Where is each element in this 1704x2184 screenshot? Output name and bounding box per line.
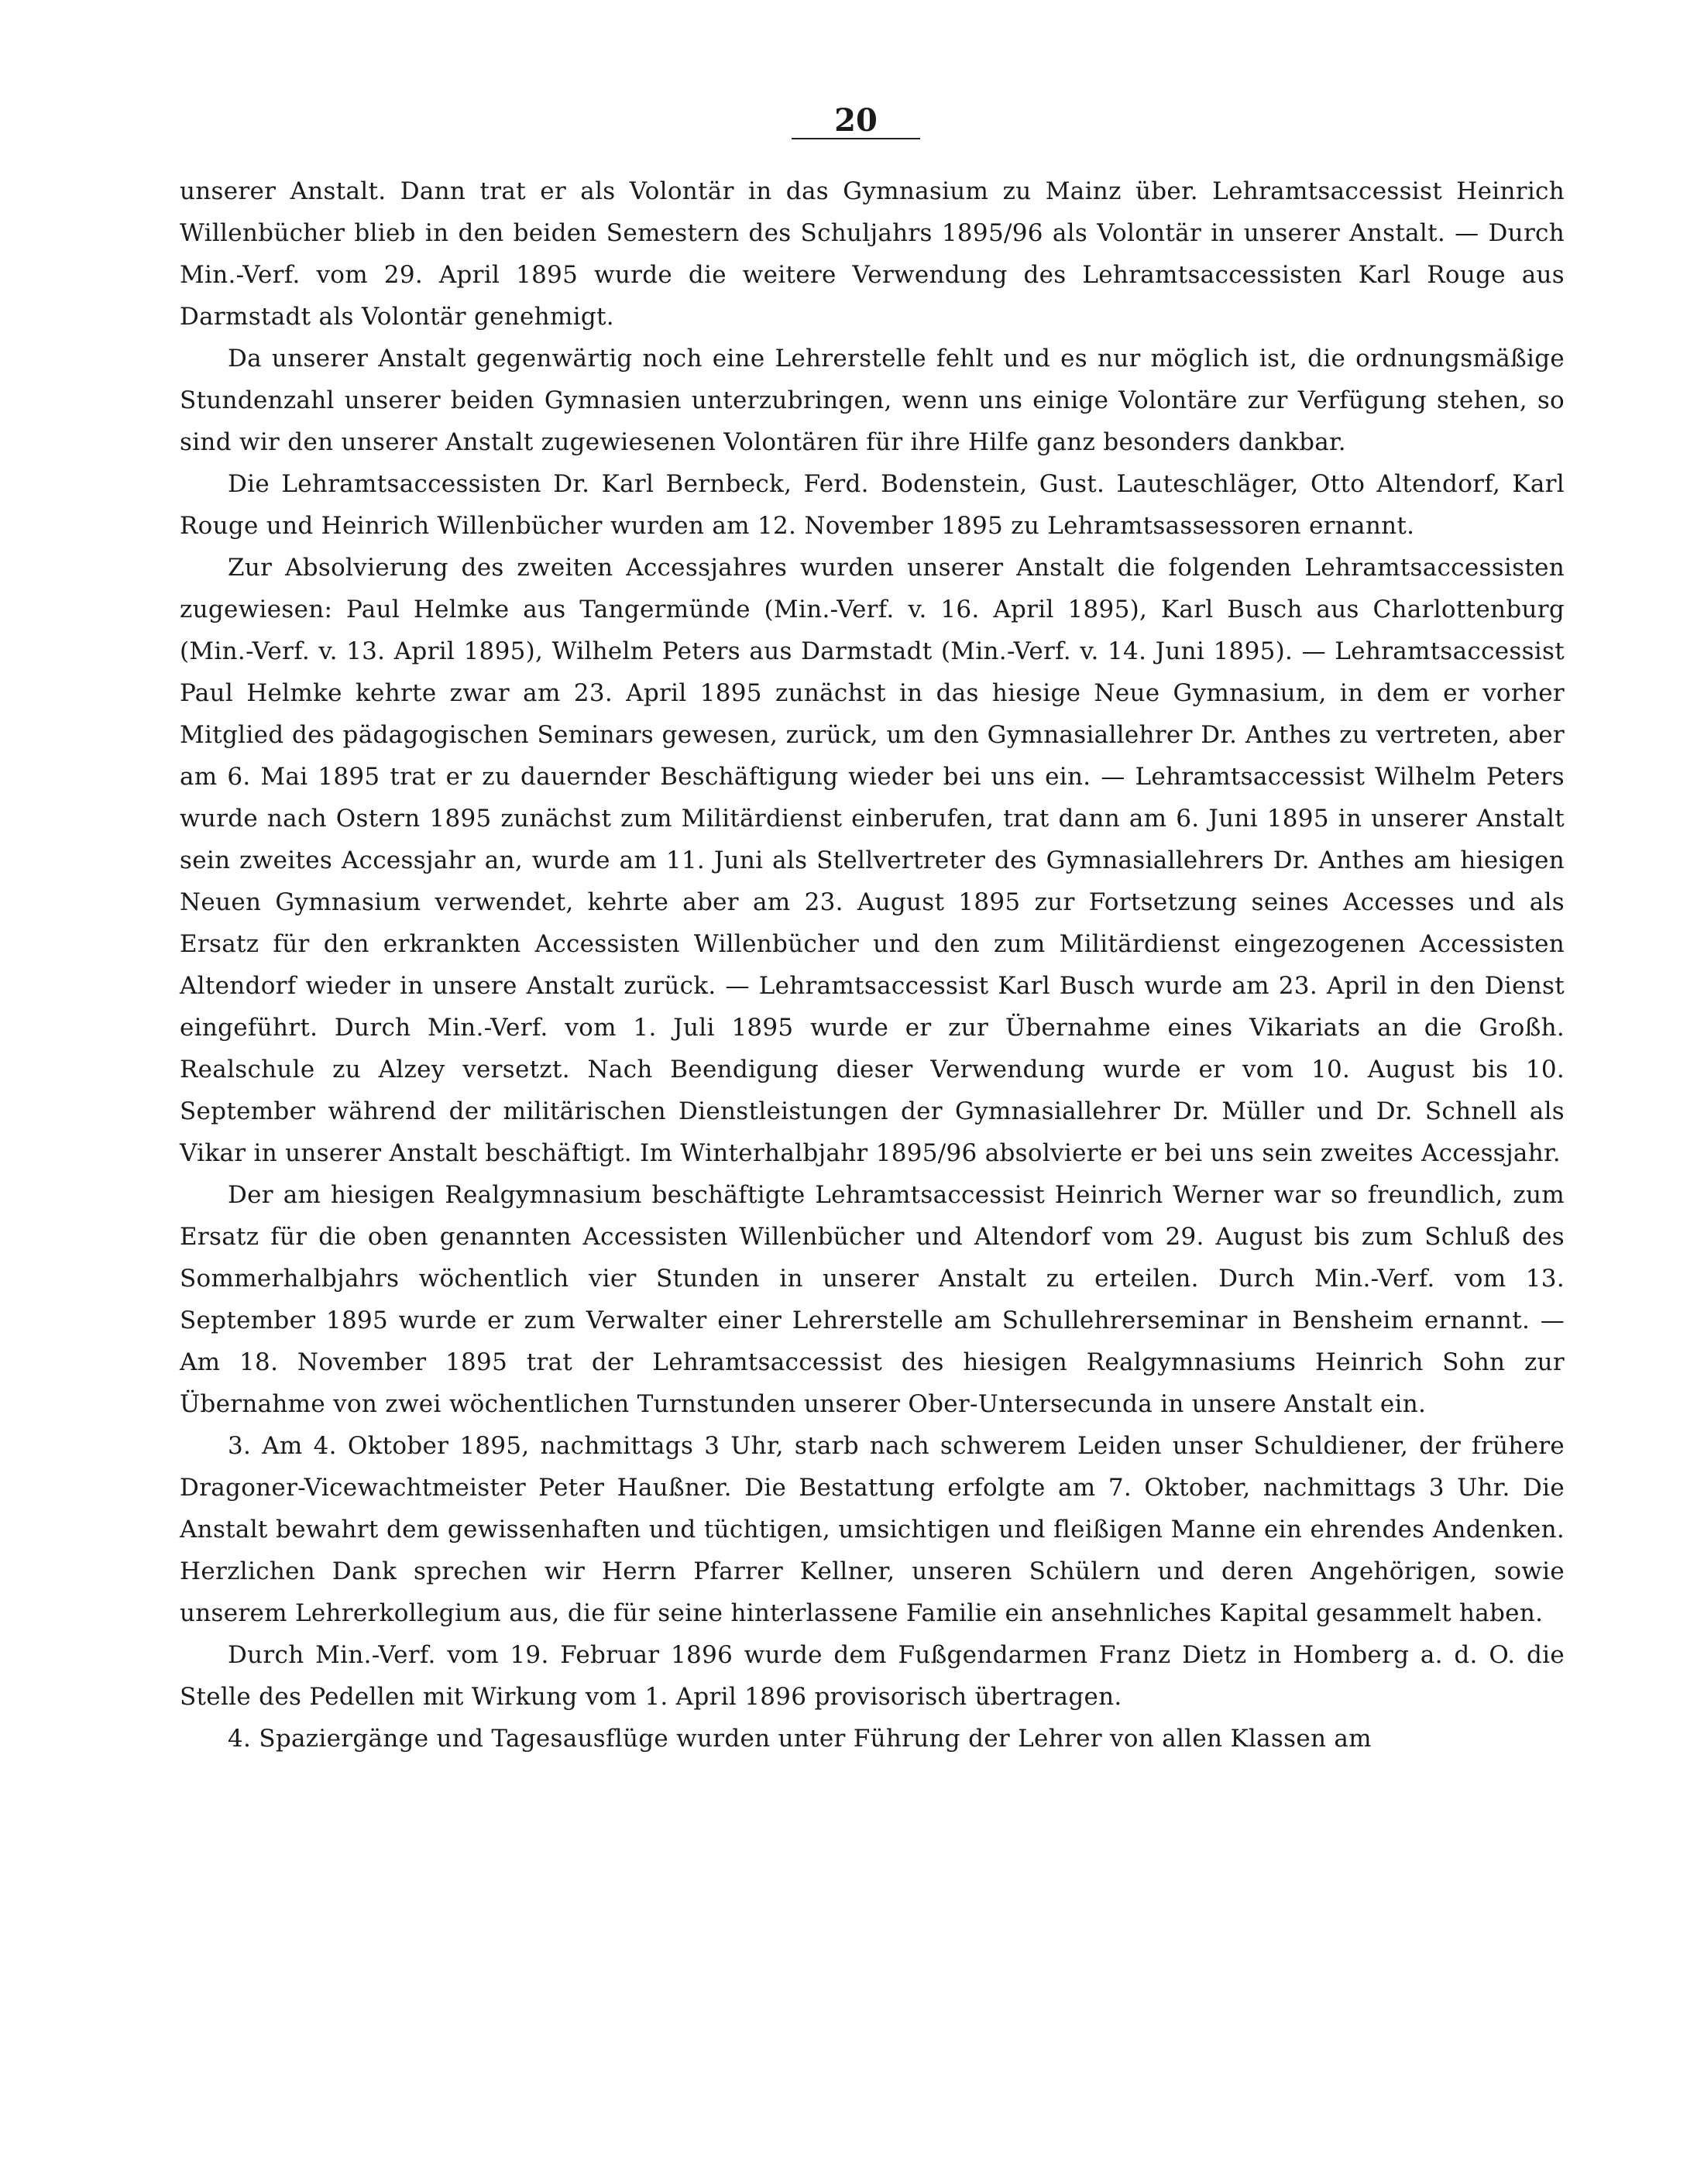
paragraph-spaziergaenge: 4. Spaziergänge und Tagesausflüge wurden unter Führung der Lehrer von allen Klassen am	[228, 1725, 1372, 1753]
paragraph-pedell: Durch Min.-Verf. vom 19. Februar 1896 wurde dem Fußgendarmen Franz Dietz in Homberg a. d. O. die Stelle des Pedellen mit Wirkung vom 1. April 1896 provisorisch übertragen.	[180, 1641, 1565, 1711]
paragraph-schuldiener: 3. Am 4. Oktober 1895, nachmittags 3 Uhr, starb nach schwerem Leiden unser Schuldiener, der frühere Dragoner-Vicewachtmeister Peter Haußner. Die Bestattung erfolgte am 7. Oktober, nachmittags 3 Uhr. Die Anstalt bewahrt dem gewissenhaften und tüchtigen, umsichtigen und fleißigen Manne ein ehrendes Andenken. Herzlichen Dank sprechen wir Herrn Pfarrer Kellner, unseren Schülern und deren Angehörigen, sowie unserem Lehrerkollegium aus, die für seine hinterlassene Familie ein ansehnliches Kapital gesammelt haben.	[180, 1432, 1565, 1627]
paragraph-realgymnasium: Der am hiesigen Realgymnasium beschäftigte Lehramtsaccessist Heinrich Werner war so freundlich, zum Ersatz für die oben genannten Accessisten Willenbücher und Altendorf vom 29. August bis zum Schluß des Sommerhalbjahrs wöchentlich vier Stunden in unserer Anstalt zu erteilen. Durch Min.-Verf. vom 13. September 1895 wurde er zum Verwalter einer Lehrerstelle am Schullehrerseminar in Bensheim ernannt. — Am 18. November 1895 trat der Lehramtsaccessist des hiesigen Realgymnasiums Heinrich Sohn zur Übernahme von zwei wöchentlichen Turnstunden unserer Ober-Untersecunda in unsere Anstalt ein.	[180, 1181, 1565, 1418]
page-number-rule	[792, 138, 920, 139]
paragraph-lehrerstelle: Da unserer Anstalt gegenwärtig noch eine Lehrerstelle fehlt und es nur möglich ist, die ordnungsmäßige Stundenzahl unserer beiden Gymnasien unterzubringen, wenn uns einige Volontäre zur Verfügung stehen, so sind wir den unserer Anstalt zugewiesenen Volontären für ihre Hilfe ganz besonders dankbar.	[180, 345, 1565, 456]
page-number: 20	[834, 102, 878, 139]
paragraph-volontaere-continued: unserer Anstalt. Dann trat er als Volontär in das Gymnasium zu Mainz über. Lehramtsaccessist Heinrich Willenbücher blieb in den beiden Semestern des Schuljahrs 1895/96 als Volontär in unserer Anstalt. — Durch Min.-Verf. vom 29. April 1895 wurde die weitere Verwendung des Lehramtsaccessisten Karl Rouge aus Darmstadt als Volontär genehmigt.	[180, 177, 1565, 331]
paragraph-accessjahr: Zur Absolvierung des zweiten Accessjahres wurden unserer Anstalt die folgenden Lehramtsaccessisten zugewiesen: Paul Helmke aus Tangermünde (Min.-Verf. v. 16. April 1895), Karl Busch aus Charlottenburg (Min.-Verf. v. 13. April 1895), Wilhelm Peters aus Darmstadt (Min.-Verf. v. 14. Juni 1895). — Lehramtsaccessist Paul Helmke kehrte zwar am 23. April 1895 zunächst in das hiesige Neue Gymnasium, in dem er vorher Mitglied des pädagogischen Seminars gewesen, zurück, um den Gymnasiallehrer Dr. Anthes zu vertreten, aber am 6. Mai 1895 trat er zu dauernder Beschäftigung wieder bei uns ein. — Lehramtsaccessist Wilhelm Peters wurde nach Ostern 1895 zunächst zum Militärdienst einberufen, trat dann am 6. Juni 1895 in unserer Anstalt sein zweites Accessjahr an, wurde am 11. Juni als Stellvertreter des Gymnasiallehrers Dr. Anthes am hiesigen Neuen Gymnasium verwendet, kehrte aber am 23. August 1895 zur Fortsetzung seines Accesses und als Ersatz für den erkrankten Accessisten Willenbücher und den zum Militärdienst eingezogenen Accessisten Altendorf wieder in unsere Anstalt zurück. — Lehramtsaccessist Karl Busch wurde am 23. April in den Dienst eingeführt. Durch Min.-Verf. vom 1. Juli 1895 wurde er zur Übernahme eines Vikariats an die Großh. Realschule zu Alzey versetzt. Nach Beendigung dieser Verwendung wurde er vom 10. August bis 10. September während der militärischen Dienstleistungen der Gymnasiallehrer Dr. Müller und Dr. Schnell als Vikar in unserer Anstalt beschäftigt. Im Winterhalbjahr 1895/96 absolvierte er bei uns sein zweites Accessjahr.	[180, 554, 1565, 1167]
paragraph-lehramtsassessoren: Die Lehramtsaccessisten Dr. Karl Bernbeck, Ferd. Bodenstein, Gust. Lauteschläger, Otto Altendorf, Karl Rouge und Heinrich Willenbücher wurden am 12. November 1895 zu Lehramtsassessoren ernannt.	[180, 470, 1565, 540]
body-text	[180, 170, 1565, 1760]
